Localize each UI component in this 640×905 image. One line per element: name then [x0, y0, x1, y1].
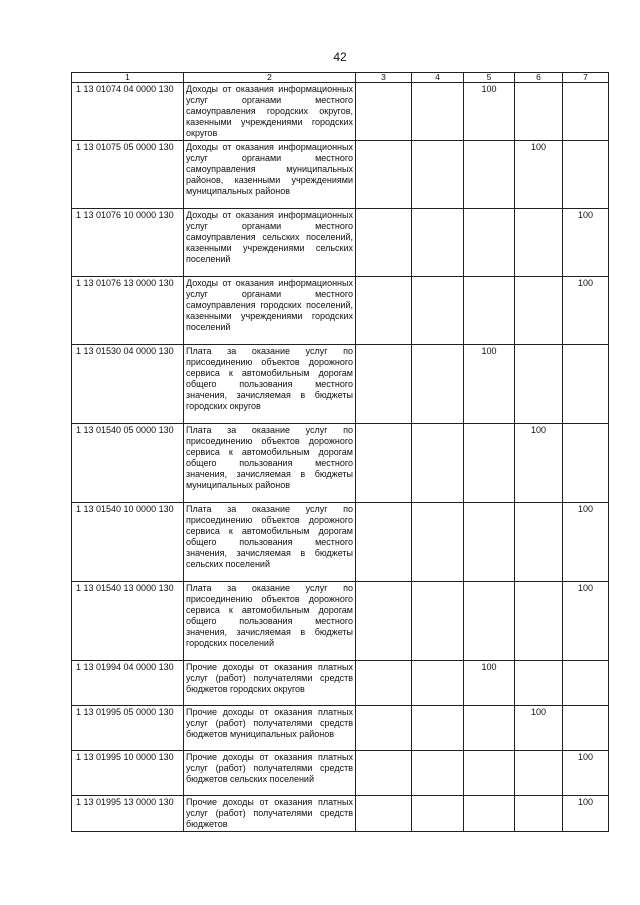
col6-cell [515, 277, 563, 345]
header-col-7: 7 [563, 73, 609, 83]
col6-cell: 100 [515, 424, 563, 503]
col6-cell [515, 345, 563, 424]
table-row [72, 209, 609, 277]
col4-cell [412, 661, 464, 706]
col5-cell [464, 424, 515, 503]
col4-cell [412, 83, 464, 141]
description-cell: Доходы от оказания информационных услуг органами местного самоуправления городских округов, казенными учреждениями городских округов [184, 83, 356, 141]
code-cell: 1 13 01540 10 0000 130 [72, 503, 184, 582]
col6-cell [515, 751, 563, 796]
col4-cell [412, 751, 464, 796]
col5-cell [464, 582, 515, 661]
description-cell: Плата за оказание услуг по присоединению объектов дорожного сервиса к автомобильным дорогам общего пользования местного значения, зачисляемая в бюджеты городских округов [184, 345, 356, 424]
code-cell: 1 13 01076 13 0000 130 [72, 277, 184, 345]
col7-cell [563, 706, 609, 751]
code-cell: 1 13 01075 05 0000 130 [72, 141, 184, 209]
header-row [72, 73, 609, 83]
col3-cell [356, 503, 412, 582]
description-cell: Прочие доходы от оказания платных услуг (работ) получателями средств бюджетов городских округов [184, 661, 356, 706]
col5-cell [464, 751, 515, 796]
col6-cell [515, 661, 563, 706]
code-cell: 1 13 01995 13 0000 130 [72, 796, 184, 832]
col7-cell [563, 83, 609, 141]
table-row [72, 751, 609, 796]
col6-cell: 100 [515, 141, 563, 209]
table-row [72, 706, 609, 751]
col6-cell [515, 796, 563, 832]
table-row [72, 345, 609, 424]
col3-cell [356, 424, 412, 503]
table-row [72, 661, 609, 706]
code-cell: 1 13 01540 13 0000 130 [72, 582, 184, 661]
col5-cell: 100 [464, 661, 515, 706]
description-cell: Доходы от оказания информационных услуг органами местного самоуправления сельских поселений, казенными учреждениями сельских поселений [184, 209, 356, 277]
table-row [72, 277, 609, 345]
col4-cell [412, 503, 464, 582]
col6-cell [515, 83, 563, 141]
code-cell: 1 13 01530 04 0000 130 [72, 345, 184, 424]
table-body [72, 73, 609, 832]
header-col-1: 1 [72, 73, 184, 83]
description-cell: Доходы от оказания информационных услуг органами местного самоуправления городских поселений, казенными учреждениями городских поселений [184, 277, 356, 345]
col5-cell [464, 706, 515, 751]
col4-cell [412, 582, 464, 661]
col4-cell [412, 706, 464, 751]
description-cell: Доходы от оказания информационных услуг органами местного самоуправления муниципальных районов, казенными учреждениями муниципальных районов [184, 141, 356, 209]
table-row [72, 503, 609, 582]
col5-cell: 100 [464, 345, 515, 424]
col7-cell: 100 [563, 796, 609, 832]
header-col-5: 5 [464, 73, 515, 83]
page-number: 42 [333, 50, 347, 64]
col7-cell [563, 141, 609, 209]
col5-cell [464, 277, 515, 345]
col5-cell [464, 503, 515, 582]
code-cell: 1 13 01994 04 0000 130 [72, 661, 184, 706]
revenue-table [71, 72, 609, 832]
col3-cell [356, 345, 412, 424]
col7-cell: 100 [563, 209, 609, 277]
col7-cell [563, 345, 609, 424]
col4-cell [412, 209, 464, 277]
col6-cell [515, 209, 563, 277]
col4-cell [412, 796, 464, 832]
table-row [72, 83, 609, 141]
col7-cell: 100 [563, 582, 609, 661]
table-row [72, 141, 609, 209]
col4-cell [412, 141, 464, 209]
col3-cell [356, 209, 412, 277]
col4-cell [412, 277, 464, 345]
col7-cell: 100 [563, 503, 609, 582]
col6-cell [515, 582, 563, 661]
col7-cell: 100 [563, 277, 609, 345]
col3-cell [356, 751, 412, 796]
col4-cell [412, 345, 464, 424]
code-cell: 1 13 01540 05 0000 130 [72, 424, 184, 503]
col3-cell [356, 277, 412, 345]
col3-cell [356, 141, 412, 209]
col7-cell [563, 661, 609, 706]
table-row [72, 424, 609, 503]
table-row [72, 796, 609, 832]
col3-cell [356, 661, 412, 706]
col4-cell [412, 424, 464, 503]
code-cell: 1 13 01076 10 0000 130 [72, 209, 184, 277]
code-cell: 1 13 01995 05 0000 130 [72, 706, 184, 751]
header-col-4: 4 [412, 73, 464, 83]
header-col-3: 3 [356, 73, 412, 83]
description-cell: Плата за оказание услуг по присоединению объектов дорожного сервиса к автомобильным дорогам общего пользования местного значения, зачисляемая в бюджеты сельских поселений [184, 503, 356, 582]
description-cell: Плата за оказание услуг по присоединению объектов дорожного сервиса к автомобильным дорогам общего пользования местного значения, зачисляемая в бюджеты городских поселений [184, 582, 356, 661]
description-cell: Плата за оказание услуг по присоединению объектов дорожного сервиса к автомобильным дорогам общего пользования местного значения, зачисляемая в бюджеты муниципальных районов [184, 424, 356, 503]
description-cell: Прочие доходы от оказания платных услуг (работ) получателями средств бюджетов муниципальных районов [184, 706, 356, 751]
col3-cell [356, 582, 412, 661]
col3-cell [356, 706, 412, 751]
table-row [72, 582, 609, 661]
description-cell: Прочие доходы от оказания платных услуг (работ) получателями средств бюджетов сельских поселений [184, 751, 356, 796]
col5-cell [464, 209, 515, 277]
col6-cell: 100 [515, 706, 563, 751]
code-cell: 1 13 01995 10 0000 130 [72, 751, 184, 796]
col5-cell [464, 141, 515, 209]
description-cell: Прочие доходы от оказания платных услуг (работ) получателями средств бюджетов [184, 796, 356, 832]
col5-cell: 100 [464, 83, 515, 141]
header-col-6: 6 [515, 73, 563, 83]
code-cell: 1 13 01074 04 0000 130 [72, 83, 184, 141]
header-col-2: 2 [184, 73, 356, 83]
col3-cell [356, 83, 412, 141]
col7-cell: 100 [563, 751, 609, 796]
col6-cell [515, 503, 563, 582]
col7-cell [563, 424, 609, 503]
col5-cell [464, 796, 515, 832]
col3-cell [356, 796, 412, 832]
